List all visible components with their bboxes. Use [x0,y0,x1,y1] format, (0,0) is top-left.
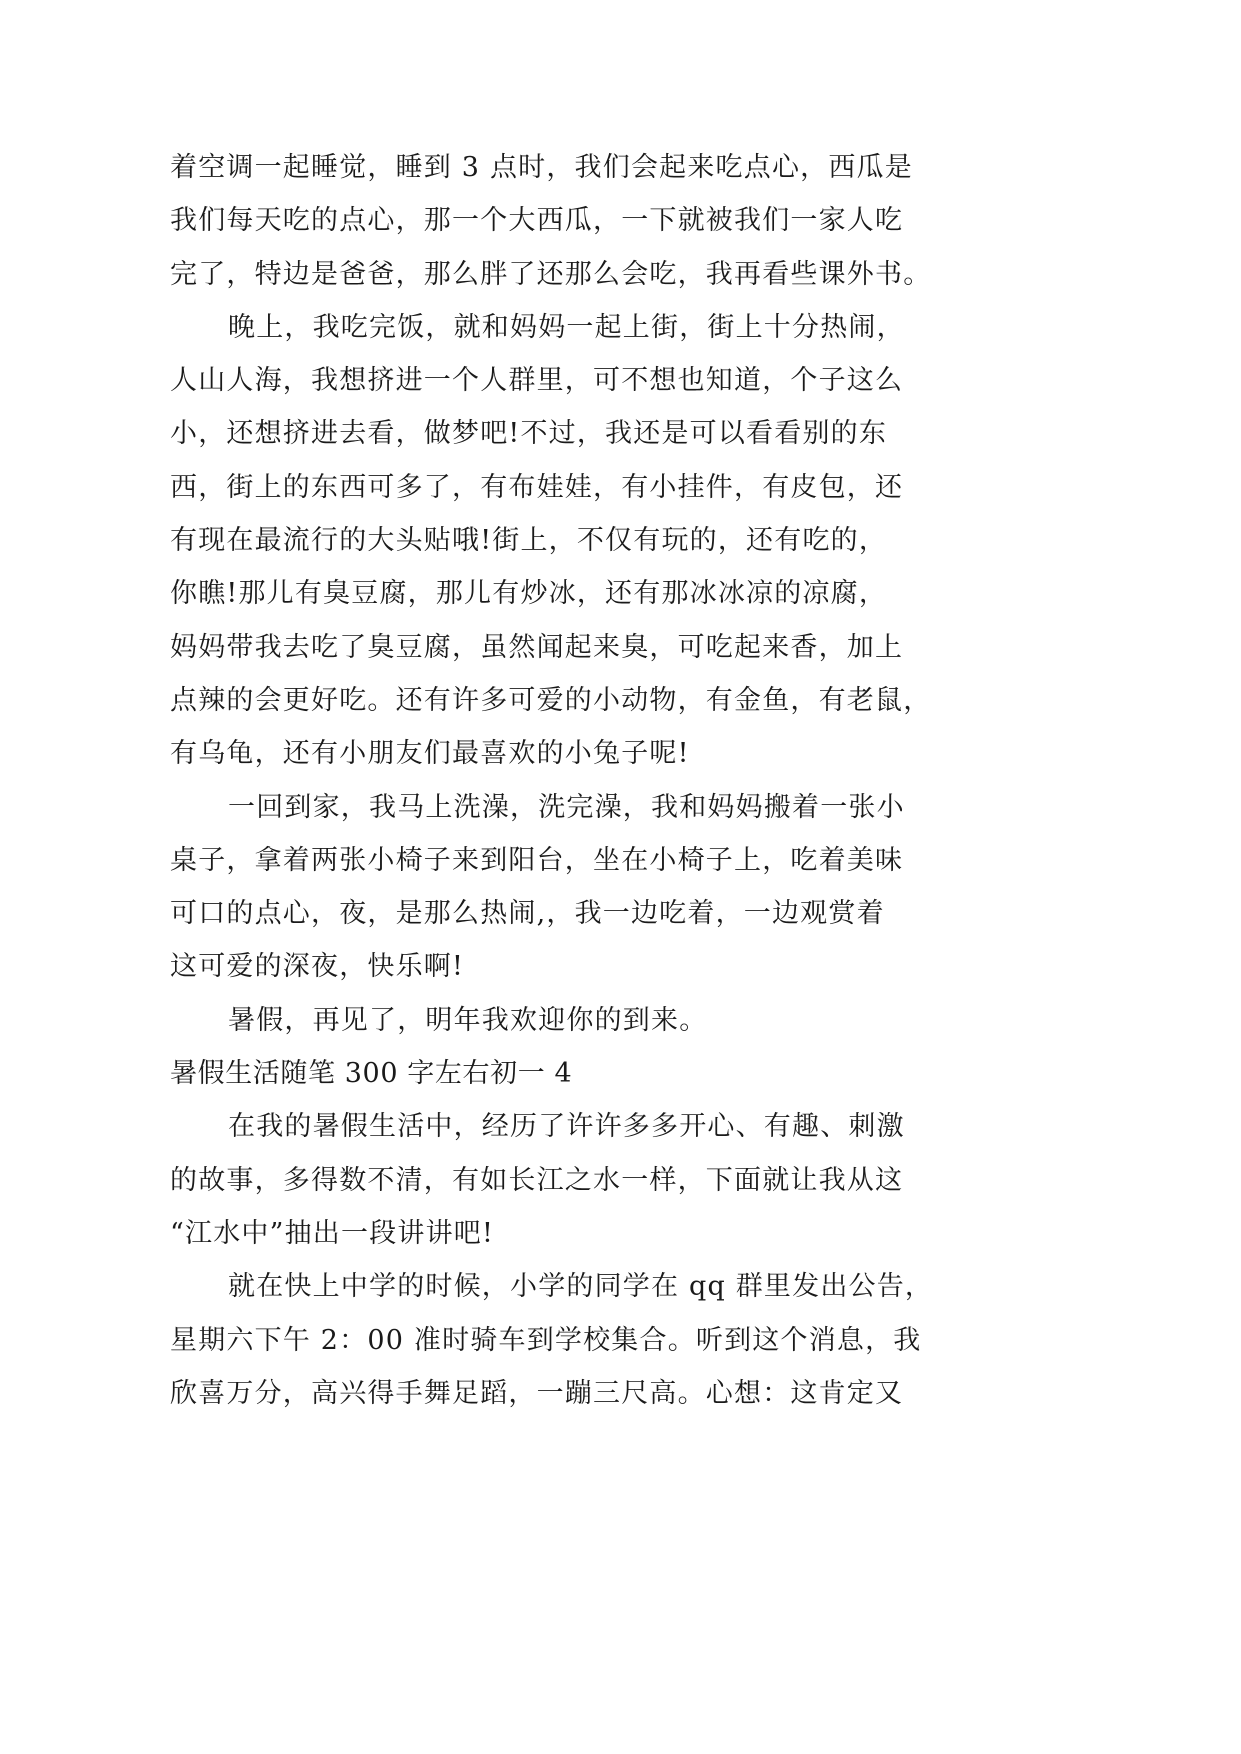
paragraph-first-line: 暑假，再见了，明年我欢迎你的到来。 [228,1004,708,1036]
text-line: 有现在最流行的大头贴哦!街上，不仅有玩的，还有吃的， [170,525,888,557]
paragraph-first-line: 晚上，我吃完饭，就和妈妈一起上街，街上十分热闹， [228,311,905,343]
text-line: “江水中”抽出一段讲讲吧! [170,1217,495,1249]
document-body [170,141,950,1420]
text-line: 人山人海，我想挤进一个人群里，可不想也知道，个子这么 [170,365,904,397]
paragraph-first-line: 一回到家，我马上洗澡，洗完澡，我和妈妈搬着一张小 [228,791,905,823]
section-heading: 暑假生活随笔 300 字左右初一 4 [170,1058,573,1090]
text-line: 西，街上的东西可多了，有布娃娃，有小挂件，有皮包，还 [170,471,904,503]
text-line: 完了，特边是爸爸，那么胖了还那么会吃，我再看些课外书。 [170,258,932,290]
text-line: 小，还想挤进去看，做梦吧!不过，我还是可以看看别的东 [170,418,888,450]
text-line: 这可爱的深夜，快乐啊! [170,951,465,983]
text-line: 着空调一起睡觉，睡到 3 点时，我们会起来吃点心，西瓜是 [170,152,913,183]
text-line: 桌子，拿着两张小椅子来到阳台，坐在小椅子上，吃着美味 [170,844,904,876]
text-line: 星期六下午 2：00 准时骑车到学校集合。听到这个消息，我 [170,1324,922,1356]
paragraph-first-line: 在我的暑假生活中，经历了许许多多开心、有趣、刺激 [228,1111,905,1143]
text-line: 有乌龟，还有小朋友们最喜欢的小兔子呢! [170,738,690,770]
paragraph-first-line: 就在快上中学的时候，小学的同学在 qq 群里发出公告， [228,1271,934,1303]
text-line: 的故事，多得数不清，有如长江之水一样，下面就让我从这 [170,1164,904,1196]
text-line: 妈妈带我去吃了臭豆腐，虽然闻起来臭，可吃起来香，加上 [170,631,904,663]
text-line: 我们每天吃的点心，那一个大西瓜，一下就被我们一家人吃 [170,205,904,237]
text-line: 点辣的会更好吃。还有许多可爱的小动物，有金鱼，有老鼠， [170,684,932,716]
text-line: 可口的点心，夜，是那么热闹,，我一边吃着，一边观赏着 [170,898,885,930]
text-line: 欣喜万分，高兴得手舞足蹈，一蹦三尺高。心想：这肯定又 [170,1377,904,1409]
text-line: 你瞧!那儿有臭豆腐，那儿有炒冰，还有那冰冰凉的凉腐， [170,578,888,610]
